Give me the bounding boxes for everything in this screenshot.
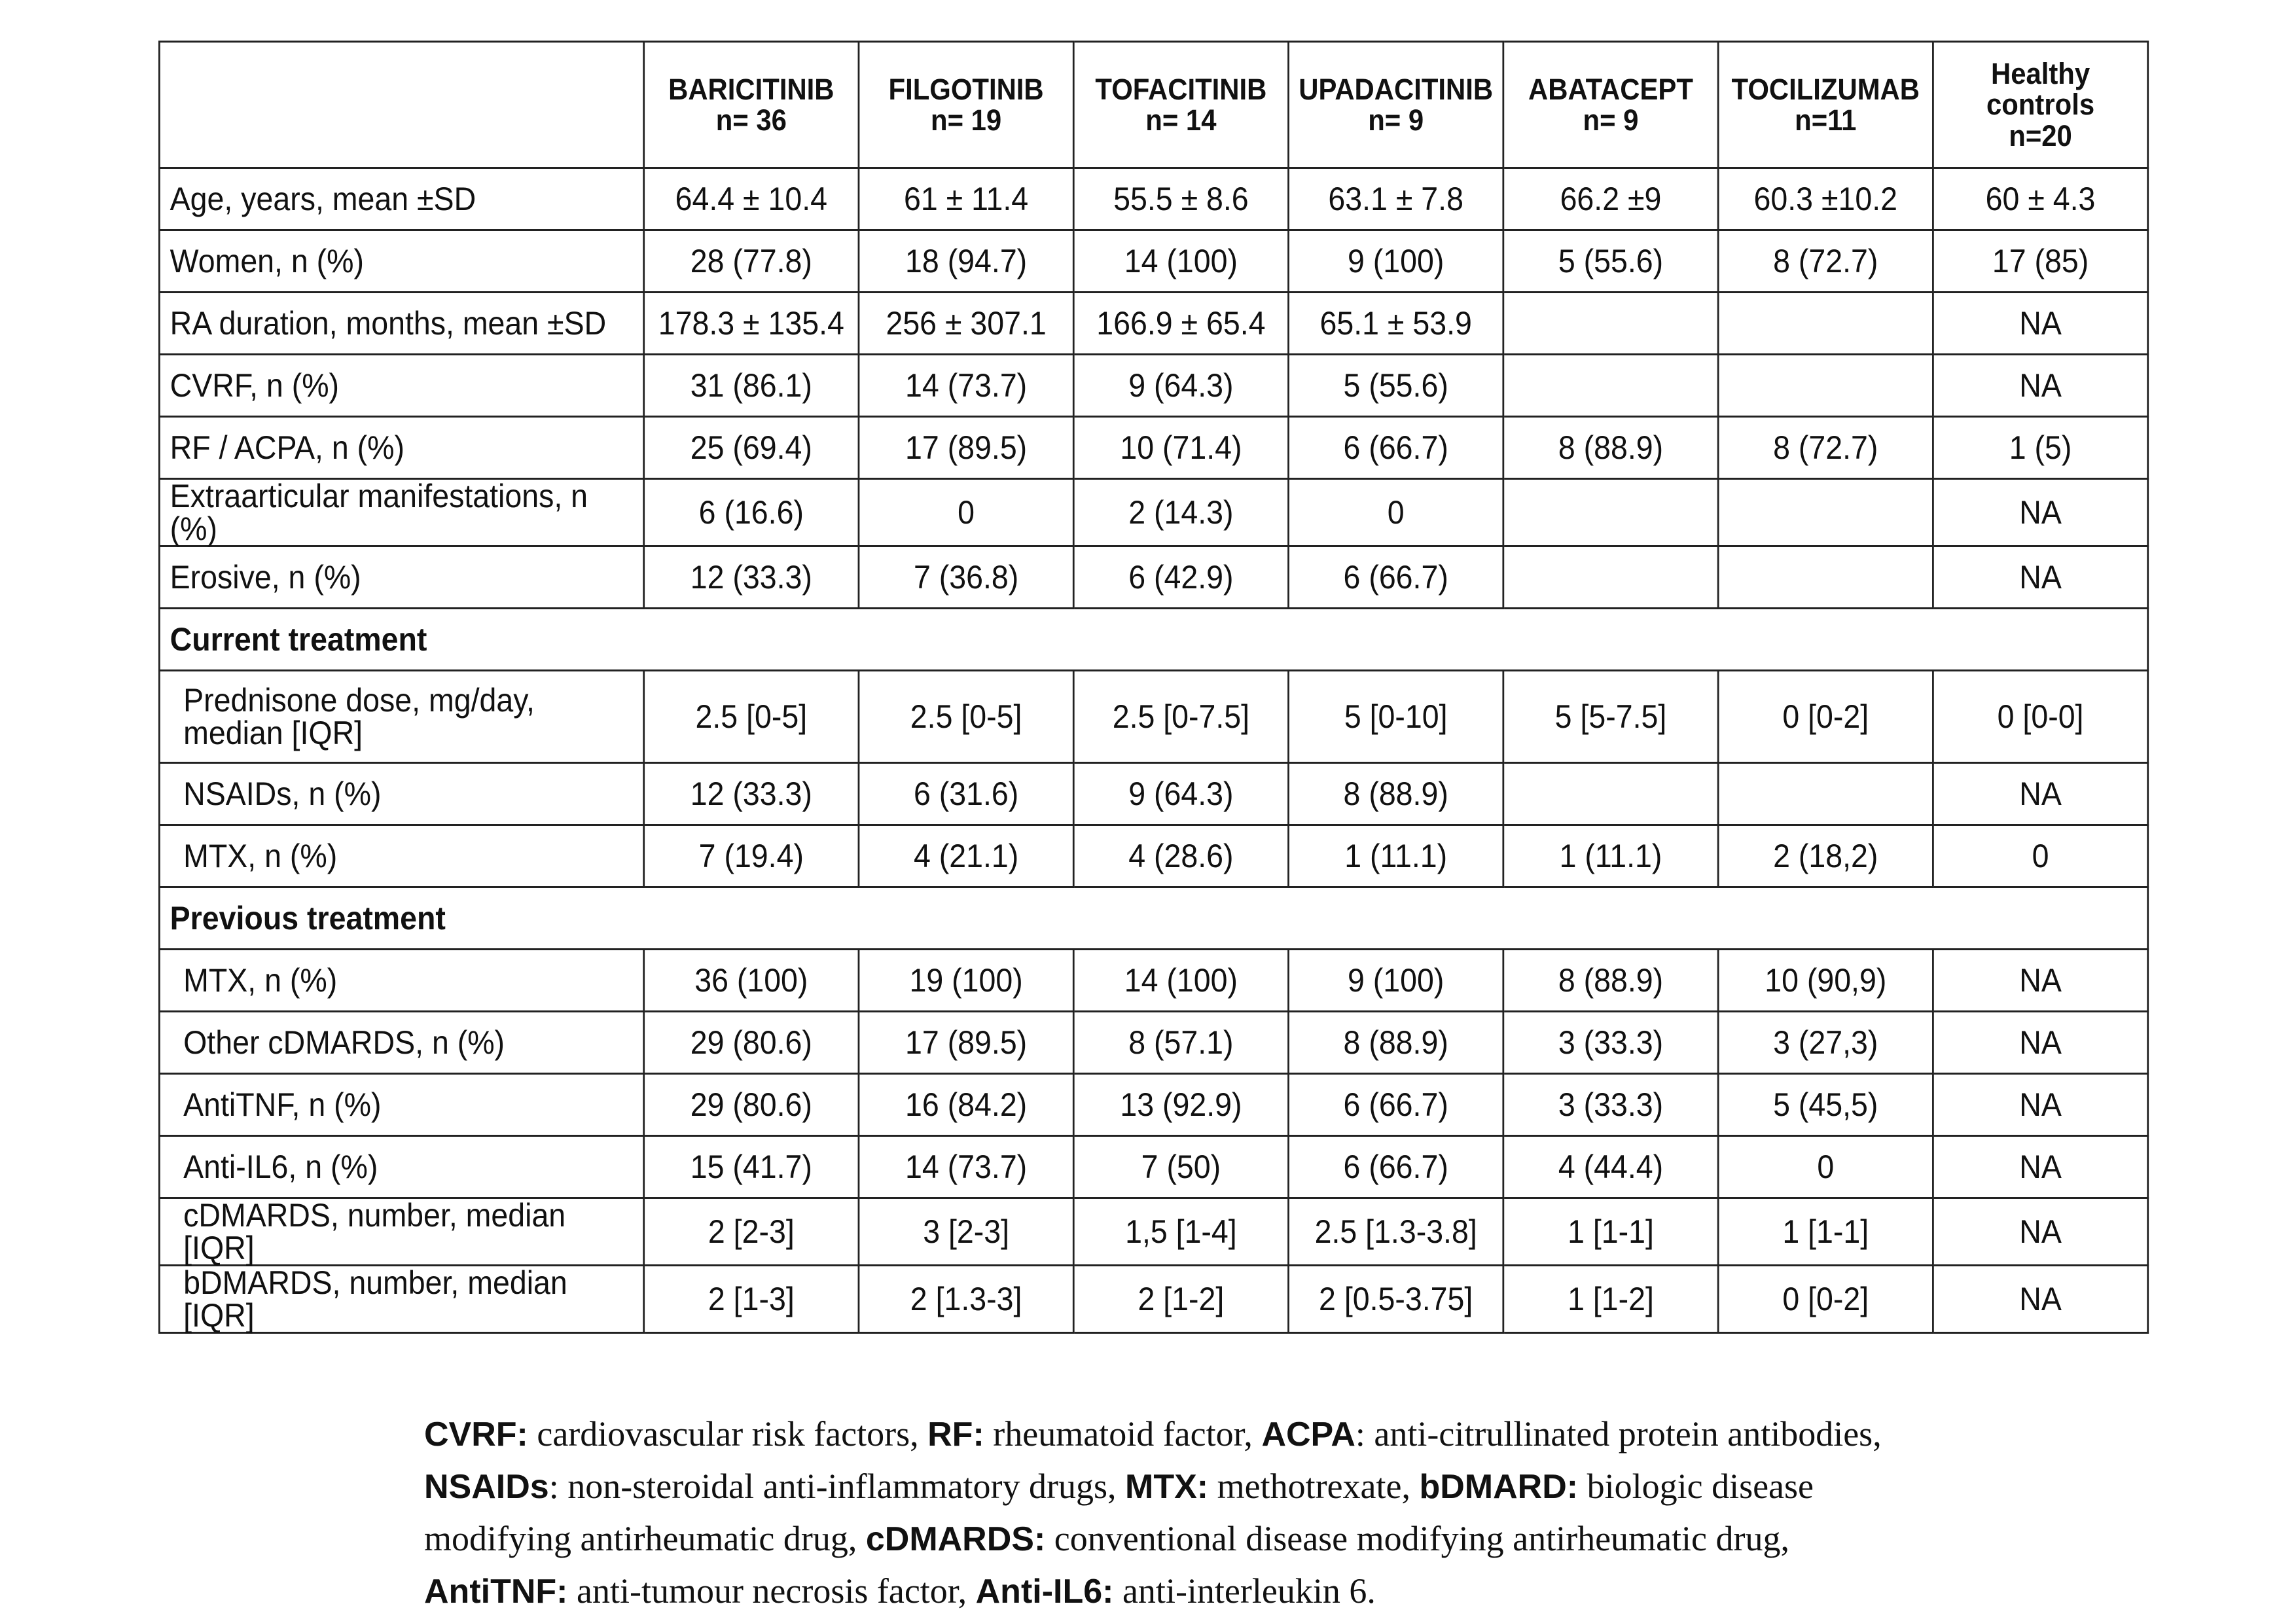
- row-label: AntiTNF, n (%): [159, 1074, 643, 1136]
- table-cell: 2 [1-3]: [644, 1266, 859, 1333]
- footnote-term: bDMARD:: [1419, 1468, 1579, 1506]
- column-name: TOCILIZUMAB: [1731, 72, 1920, 106]
- table-cell: 14 (100): [1073, 950, 1288, 1012]
- table-cell: 25 (69.4): [644, 417, 859, 479]
- table-cell: NA: [1933, 479, 2147, 546]
- footnote-term: Anti-IL6:: [975, 1573, 1114, 1611]
- table-cell: 6 (31.6): [859, 763, 1073, 825]
- row-label: NSAIDs, n (%): [159, 763, 643, 825]
- table-cell: 13 (92.9): [1073, 1074, 1288, 1136]
- table-cell: 6 (42.9): [1073, 546, 1288, 609]
- footnote-definition: : anti-citrullinated protein antibodies,: [1355, 1414, 1882, 1454]
- header-corner-cell: [159, 42, 643, 168]
- footnote-term: NSAIDs: [424, 1468, 549, 1506]
- table-cell: [1718, 763, 1933, 825]
- table-cell: 14 (73.7): [859, 1136, 1073, 1198]
- table-cell: 60.3 ±10.2: [1718, 168, 1933, 230]
- row-label: cDMARDS, number, median [IQR]: [159, 1198, 643, 1266]
- table-cell: [1503, 546, 1718, 609]
- table-cell: 5 (55.6): [1289, 355, 1503, 417]
- table-cell: 7 (50): [1073, 1136, 1288, 1198]
- footnote-definition: methotrexate,: [1208, 1467, 1420, 1506]
- table-cell: 3 [2-3]: [859, 1198, 1073, 1266]
- column-n: n= 36: [715, 103, 787, 137]
- table-cell: 9 (64.3): [1073, 355, 1288, 417]
- table-cell: 2.5 [0-5]: [859, 671, 1073, 763]
- table-cell: 29 (80.6): [644, 1012, 859, 1074]
- table-cell: 9 (100): [1289, 230, 1503, 293]
- table-cell: 8 (88.9): [1503, 950, 1718, 1012]
- table-cell: 17 (89.5): [859, 1012, 1073, 1074]
- table-row: [159, 1012, 2147, 1074]
- table-cell: 19 (100): [859, 950, 1073, 1012]
- table-cell: 0 [0-2]: [1718, 671, 1933, 763]
- table-cell: 10 (90,9): [1718, 950, 1933, 1012]
- table-cell: 0: [1933, 825, 2147, 887]
- table-cell: 2 (18,2): [1718, 825, 1933, 887]
- footnote-term: MTX:: [1125, 1468, 1209, 1506]
- column-name: BARICITINIB: [668, 72, 834, 106]
- footnote-term: CVRF:: [424, 1416, 528, 1454]
- footnote-definition: cardiovascular risk factors,: [528, 1414, 928, 1454]
- header-tocilizumab: [1718, 42, 1933, 168]
- table-cell: [1718, 355, 1933, 417]
- table-cell: [1718, 293, 1933, 355]
- table-cell: 10 (71.4): [1073, 417, 1288, 479]
- table-cell: 8 (57.1): [1073, 1012, 1288, 1074]
- table-cell: NA: [1933, 355, 2147, 417]
- table-cell: 15 (41.7): [644, 1136, 859, 1198]
- table-cell: [1503, 763, 1718, 825]
- column-n: n=11: [1795, 103, 1857, 137]
- row-label: Women, n (%): [159, 230, 643, 293]
- footnote-term: cDMARDS:: [865, 1520, 1046, 1558]
- column-name: FILGOTINIB: [888, 72, 1044, 106]
- table-cell: 6 (66.7): [1289, 417, 1503, 479]
- table-cell: 9 (64.3): [1073, 763, 1288, 825]
- table-row: [159, 1136, 2147, 1198]
- table-cell: 17 (89.5): [859, 417, 1073, 479]
- table-cell: 0 [0-2]: [1718, 1266, 1933, 1333]
- table-cell: NA: [1933, 1198, 2147, 1266]
- table-cell: NA: [1933, 1074, 2147, 1136]
- table-cell: 28 (77.8): [644, 230, 859, 293]
- table-cell: 18 (94.7): [859, 230, 1073, 293]
- table-cell: NA: [1933, 1012, 2147, 1074]
- table-cell: 9 (100): [1289, 950, 1503, 1012]
- column-n: n= 9: [1583, 103, 1639, 137]
- table-cell: 2.5 [1.3-3.8]: [1289, 1198, 1503, 1266]
- table-cell: 6 (66.7): [1289, 1074, 1503, 1136]
- header-filgotinib: [859, 42, 1073, 168]
- table-cell: 7 (19.4): [644, 825, 859, 887]
- header-abatacept: [1503, 42, 1718, 168]
- table-cell: [1718, 479, 1933, 546]
- column-n: n= 19: [931, 103, 1002, 137]
- row-label: CVRF, n (%): [159, 355, 643, 417]
- table-cell: 8 (88.9): [1289, 1012, 1503, 1074]
- table-cell: 3 (27,3): [1718, 1012, 1933, 1074]
- table-cell: 12 (33.3): [644, 546, 859, 609]
- table-row: [159, 671, 2147, 763]
- table-cell: 14 (100): [1073, 230, 1288, 293]
- table-cell: 1 (11.1): [1503, 825, 1718, 887]
- table-row: [159, 479, 2147, 546]
- footnote-term: ACPA: [1261, 1416, 1355, 1454]
- column-n: n= 14: [1145, 103, 1217, 137]
- table-cell: 63.1 ± 7.8: [1289, 168, 1503, 230]
- table-cell: 3 (33.3): [1503, 1074, 1718, 1136]
- table-cell: 36 (100): [644, 950, 859, 1012]
- table-cell: 64.4 ± 10.4: [644, 168, 859, 230]
- table-cell: NA: [1933, 763, 2147, 825]
- table-cell: 7 (36.8): [859, 546, 1073, 609]
- section-title: Current treatment: [159, 609, 2147, 671]
- footnote-definition: anti-interleukin 6.: [1113, 1571, 1376, 1611]
- table-cell: 1 [1-1]: [1718, 1198, 1933, 1266]
- table-row: [159, 950, 2147, 1012]
- table-cell: 2.5 [0-5]: [644, 671, 859, 763]
- table-cell: [1503, 355, 1718, 417]
- table-cell: 2 [0.5-3.75]: [1289, 1266, 1503, 1333]
- table-cell: 4 (21.1): [859, 825, 1073, 887]
- table-row: [159, 763, 2147, 825]
- row-label: RF / ACPA, n (%): [159, 417, 643, 479]
- table-cell: 17 (85): [1933, 230, 2147, 293]
- table-cell: NA: [1933, 293, 2147, 355]
- section-title: Previous treatment: [159, 887, 2147, 950]
- table-cell: 1,5 [1-4]: [1073, 1198, 1288, 1266]
- table-cell: 6 (16.6): [644, 479, 859, 546]
- table-cell: 12 (33.3): [644, 763, 859, 825]
- row-label: Other cDMARDS, n (%): [159, 1012, 643, 1074]
- row-label: bDMARDS, number, median [IQR]: [159, 1266, 643, 1333]
- table-cell: 1 [1-2]: [1503, 1266, 1718, 1333]
- table-row: [159, 230, 2147, 293]
- row-label: Age, years, mean ±SD: [159, 168, 643, 230]
- table-cell: 256 ± 307.1: [859, 293, 1073, 355]
- table-cell: 16 (84.2): [859, 1074, 1073, 1136]
- table-cell: 60 ± 4.3: [1933, 168, 2147, 230]
- table-row: [159, 293, 2147, 355]
- table-cell: 65.1 ± 53.9: [1289, 293, 1503, 355]
- row-label: RA duration, months, mean ±SD: [159, 293, 643, 355]
- footnote-definition: biologic disease modifying antirheumatic drug,: [424, 1467, 1814, 1558]
- table-cell: 14 (73.7): [859, 355, 1073, 417]
- table-cell: NA: [1933, 546, 2147, 609]
- header-baricitinib: [644, 42, 859, 168]
- table-cell: 5 (55.6): [1503, 230, 1718, 293]
- section-previous-treatment: [159, 887, 2147, 950]
- table-row: [159, 825, 2147, 887]
- table-cell: [1503, 479, 1718, 546]
- section-current-treatment: [159, 609, 2147, 671]
- row-label: Erosive, n (%): [159, 546, 643, 609]
- row-label: MTX, n (%): [159, 950, 643, 1012]
- table-cell: 2 [1.3-3]: [859, 1266, 1073, 1333]
- table-row: [159, 546, 2147, 609]
- table-cell: NA: [1933, 1266, 2147, 1333]
- table-cell: 0: [1718, 1136, 1933, 1198]
- footnote-definition: anti-tumour necrosis factor,: [567, 1571, 976, 1611]
- table-cell: 1 (11.1): [1289, 825, 1503, 887]
- table-cell: 0: [1289, 479, 1503, 546]
- table-cell: NA: [1933, 1136, 2147, 1198]
- table-cell: [1503, 293, 1718, 355]
- table-cell: 31 (86.1): [644, 355, 859, 417]
- table-cell: 5 [5-7.5]: [1503, 671, 1718, 763]
- header-row: [159, 42, 2147, 168]
- table-cell: 1 (5): [1933, 417, 2147, 479]
- table-cell: 4 (28.6): [1073, 825, 1288, 887]
- column-n: n=20: [2009, 118, 2072, 152]
- footnote-definition: : non-steroidal anti-inflammatory drugs,: [548, 1467, 1126, 1506]
- row-label: Extraarticular manifestations, n (%): [159, 479, 643, 546]
- table-cell: 0 [0-0]: [1933, 671, 2147, 763]
- table-row: [159, 1198, 2147, 1266]
- column-n: n= 9: [1368, 103, 1424, 137]
- table-body: [159, 168, 2147, 1333]
- table-cell: 3 (33.3): [1503, 1012, 1718, 1074]
- characteristics-table: [158, 41, 2149, 1334]
- footnote-definition: rheumatoid factor,: [984, 1414, 1262, 1454]
- table-cell: 8 (88.9): [1503, 417, 1718, 479]
- table-row: [159, 417, 2147, 479]
- table-cell: 178.3 ± 135.4: [644, 293, 859, 355]
- table-cell: 29 (80.6): [644, 1074, 859, 1136]
- column-name: ABATACEPT: [1528, 72, 1693, 106]
- table-row: [159, 355, 2147, 417]
- row-label: Anti-IL6, n (%): [159, 1136, 643, 1198]
- column-name: UPADACITINIB: [1299, 72, 1494, 106]
- table-row: [159, 1074, 2147, 1136]
- table-cell: 5 (45,5): [1718, 1074, 1933, 1136]
- footnote-abbreviations: [424, 1408, 1903, 1618]
- table-row: [159, 168, 2147, 230]
- table-cell: 0: [859, 479, 1073, 546]
- table-cell: 8 (88.9): [1289, 763, 1503, 825]
- header-healthy-controls: [1933, 42, 2147, 168]
- table-cell: 2 [1-2]: [1073, 1266, 1288, 1333]
- table-cell: 2 (14.3): [1073, 479, 1288, 546]
- table-cell: NA: [1933, 950, 2147, 1012]
- table-cell: 2.5 [0-7.5]: [1073, 671, 1288, 763]
- row-label: Prednisone dose, mg/day, median [IQR]: [159, 671, 643, 763]
- table-cell: 4 (44.4): [1503, 1136, 1718, 1198]
- header-tofacitinib: [1073, 42, 1288, 168]
- table-cell: 5 [0-10]: [1289, 671, 1503, 763]
- table-row: [159, 1266, 2147, 1333]
- table-cell: 2 [2-3]: [644, 1198, 859, 1266]
- footnote-term: RF:: [927, 1416, 984, 1454]
- table-cell: 1 [1-1]: [1503, 1198, 1718, 1266]
- table-cell: 55.5 ± 8.6: [1073, 168, 1288, 230]
- table-cell: [1718, 546, 1933, 609]
- column-name: TOFACITINIB: [1095, 72, 1267, 106]
- table-container: [158, 41, 2148, 1334]
- header-upadacitinib: [1289, 42, 1503, 168]
- table-cell: 6 (66.7): [1289, 546, 1503, 609]
- table-cell: 8 (72.7): [1718, 417, 1933, 479]
- table-cell: 66.2 ±9: [1503, 168, 1718, 230]
- footnote-definition: conventional disease modifying antirheumatic drug,: [1045, 1519, 1789, 1558]
- column-name: Healthy controls: [1986, 57, 2095, 122]
- table-cell: 8 (72.7): [1718, 230, 1933, 293]
- table-cell: 61 ± 11.4: [859, 168, 1073, 230]
- footnote-term: AntiTNF:: [424, 1573, 568, 1611]
- table-cell: 166.9 ± 65.4: [1073, 293, 1288, 355]
- row-label: MTX, n (%): [159, 825, 643, 887]
- table-cell: 6 (66.7): [1289, 1136, 1503, 1198]
